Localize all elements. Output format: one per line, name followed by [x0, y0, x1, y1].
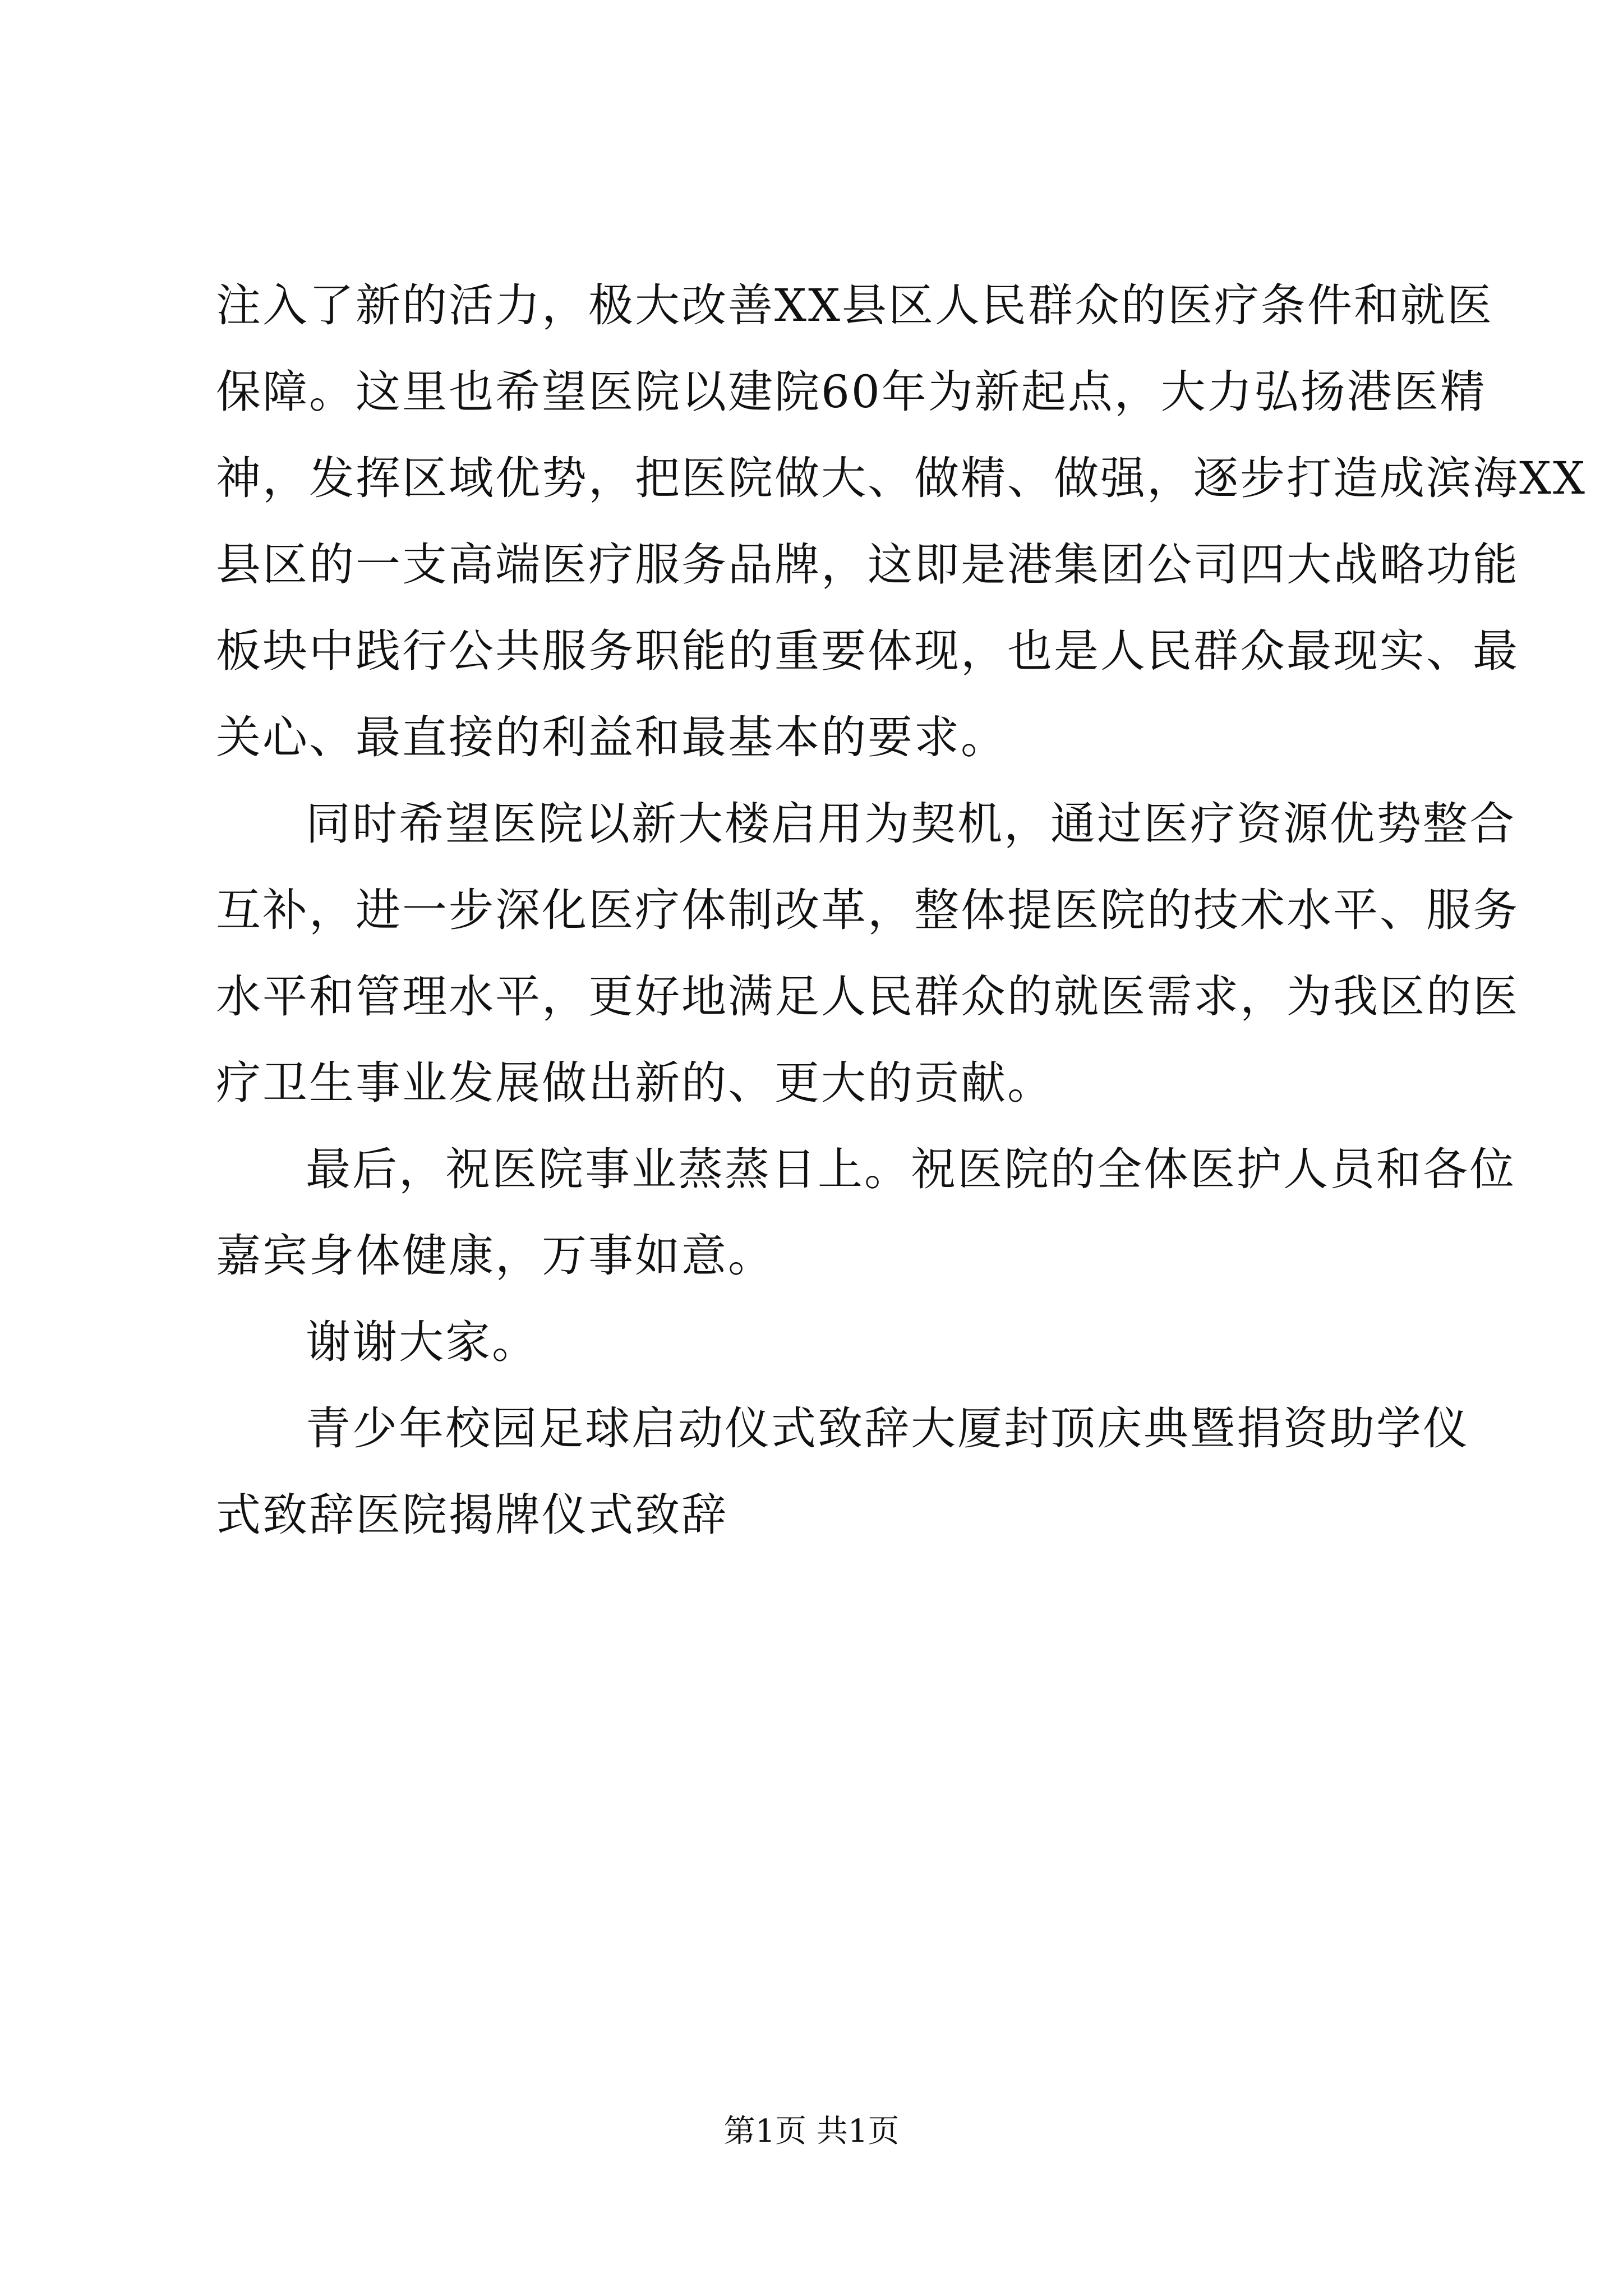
- paragraph-line: 关心、最直接的利益和最基本的要求。: [216, 711, 1007, 763]
- paragraph-3: [216, 1126, 1516, 1299]
- paragraph-line: 注入了新的活力，极大改善XX县区人民群众的医疗条件和就医: [216, 279, 1493, 332]
- paragraph-line: 最后，祝医院事业蒸蒸日上。祝医院的全体医护人员和各位: [306, 1143, 1516, 1195]
- page-number-label: 第1页 共1页: [723, 2113, 900, 2150]
- paragraph-line: 青少年校园足球启动仪式致辞大厦封顶庆典暨捐资助学仪: [306, 1402, 1469, 1455]
- paragraph-line: 谢谢大家。: [306, 1316, 538, 1368]
- paragraph-line: 同时希望医院以新大楼启用为契机，通过医疗资源优势整合: [306, 798, 1516, 850]
- paragraph-1: [216, 263, 1587, 781]
- paragraph-line: 神，发挥区域优势，把医院做大、做精、做强，逐步打造成滨海XX: [216, 452, 1587, 504]
- paragraph-2: [216, 781, 1519, 1126]
- paragraph-line: 嘉宾身体健康，万事如意。: [216, 1230, 774, 1282]
- paragraph-line: 疗卫生事业发展做出新的、更大的贡献。: [216, 1057, 1054, 1109]
- paragraph-4: [216, 1299, 1424, 1386]
- paragraph-line: 互补，进一步深化医疗体制改革，整体提医院的技术水平、服务: [216, 884, 1519, 936]
- document-body: [216, 263, 1587, 1558]
- page-footer: [0, 2109, 1623, 2154]
- paragraph-line: 板块中践行公共服务职能的重要体现，也是人民群众最现实、最: [216, 625, 1519, 677]
- paragraph-line: 水平和管理水平，更好地满足人民群众的就医需求，为我区的医: [216, 970, 1519, 1023]
- paragraph-line: 式致辞医院揭牌仪式致辞: [216, 1489, 728, 1541]
- paragraph-5: [216, 1386, 1469, 1558]
- paragraph-line: 县区的一支高端医疗服务品牌，这即是港集团公司四大战略功能: [216, 539, 1519, 591]
- paragraph-line: 保障。这里也希望医院以建院60年为新起点，大力弘扬港医精: [216, 366, 1487, 418]
